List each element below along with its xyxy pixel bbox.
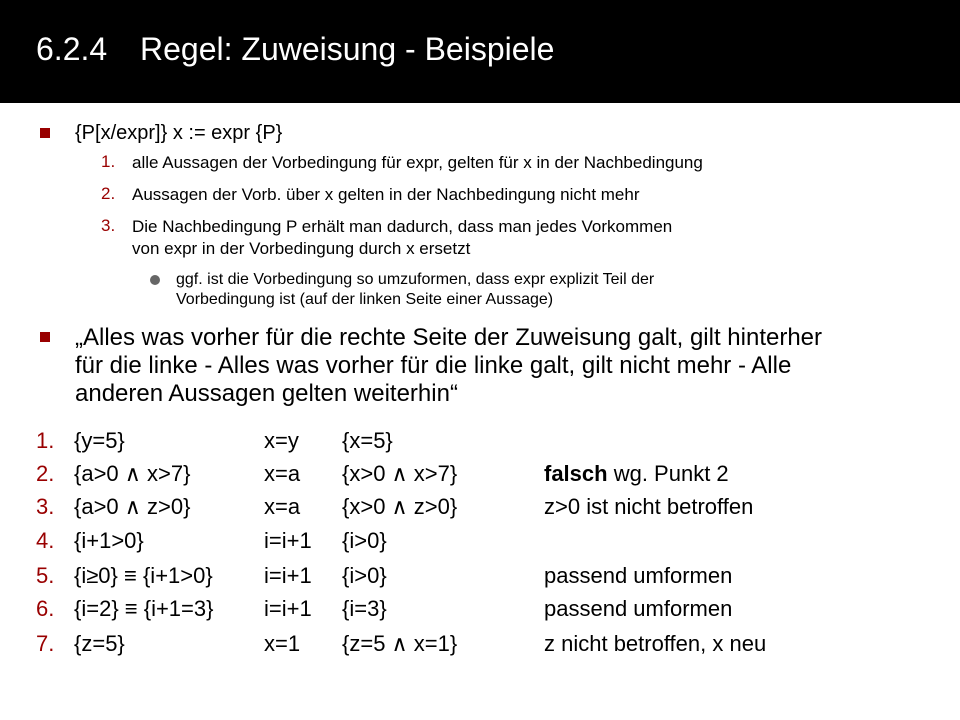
example-number: 2. xyxy=(36,461,55,486)
example-number: 7. xyxy=(36,631,55,656)
rule-text: {P[x/expr]} x := expr {P} xyxy=(75,122,283,144)
quote-line2: für die linke - Alles was vorher für die linke galt, gilt nicht mehr - Alle xyxy=(75,352,792,379)
precondition: {z=5} xyxy=(74,631,125,656)
quote-line3: anderen Aussagen gelten weiterhin“ xyxy=(75,380,458,407)
note: passend umformen xyxy=(544,596,733,621)
precondition: {y=5} xyxy=(74,428,125,453)
example-row xyxy=(36,563,936,597)
note xyxy=(544,461,729,487)
quote-line1: „Alles was vorher für die rechte Seite der Zuweisung galt, gilt hinterher xyxy=(75,324,823,351)
statement: x=a xyxy=(264,494,301,519)
postcondition: {z=5 ∧ x=1} xyxy=(342,631,458,656)
subitem-text-line1: Die Nachbedingung P erhält man dadurch, dass man jedes Vorkommen xyxy=(132,217,673,236)
statement: i=i+1 xyxy=(264,563,312,588)
bullet-dot-icon xyxy=(150,275,160,285)
precondition: {a>0 ∧ x>7} xyxy=(74,461,191,486)
subitem-text: alle Aussagen der Vorbedingung für expr, gelten für x in der Nachbedingung xyxy=(132,153,703,172)
example-row xyxy=(36,596,936,630)
example-row xyxy=(36,631,936,665)
example-number: 3. xyxy=(36,494,55,519)
postcondition: {i=3} xyxy=(342,596,387,621)
statement: x=1 xyxy=(264,631,301,656)
statement: x=y xyxy=(264,428,299,453)
postcondition: {i>0} xyxy=(342,563,387,588)
note-text: wg. Punkt 2 xyxy=(607,461,729,486)
precondition: {i≥0} ≡ {i+1>0} xyxy=(74,563,213,588)
note-bold: falsch xyxy=(544,461,608,486)
postcondition: {x>0 ∧ z>0} xyxy=(342,494,458,519)
postcondition: {x>0 ∧ x>7} xyxy=(342,461,458,486)
note: passend umformen xyxy=(544,563,733,588)
subitem-text-line2: von expr in der Vorbedingung durch x ersetzt xyxy=(132,239,471,258)
subitem-number: 3. xyxy=(101,216,116,235)
example-number: 6. xyxy=(36,596,55,621)
example-row xyxy=(36,528,936,562)
example-number: 5. xyxy=(36,563,55,588)
postcondition: {x=5} xyxy=(342,428,393,453)
slide-title-text: Regel: Zuweisung - Beispiele xyxy=(140,31,555,67)
statement: x=a xyxy=(264,461,301,486)
title-bar xyxy=(0,0,960,103)
note: z>0 ist nicht betroffen xyxy=(544,494,754,519)
bullet-square-icon xyxy=(40,128,50,138)
subsub-text-line1: ggf. ist die Vorbedingung so umzuformen, dass expr explizit Teil der xyxy=(176,271,655,288)
example-number: 4. xyxy=(36,528,55,553)
example-row xyxy=(36,428,936,462)
precondition: {i=2} ≡ {i+1=3} xyxy=(74,596,214,621)
example-number: 1. xyxy=(36,428,55,453)
subitem-number: 1. xyxy=(101,152,116,171)
slide-number: 6.2.4 xyxy=(36,31,108,67)
slide-title xyxy=(36,31,554,68)
bullet-square-icon xyxy=(40,332,50,342)
postcondition: {i>0} xyxy=(342,528,387,553)
note: z nicht betroffen, x neu xyxy=(544,631,767,656)
example-row xyxy=(36,494,936,528)
subitem-text: Aussagen der Vorb. über x gelten in der Nachbedingung nicht mehr xyxy=(132,185,640,204)
precondition: {i+1>0} xyxy=(74,528,144,553)
statement: i=i+1 xyxy=(264,596,312,621)
precondition: {a>0 ∧ z>0} xyxy=(74,494,191,519)
subsub-text-line2: Vorbedingung ist (auf der linken Seite einer Aussage) xyxy=(176,291,554,308)
example-row xyxy=(36,461,936,495)
statement: i=i+1 xyxy=(264,528,312,553)
subitem-number: 2. xyxy=(101,184,116,203)
